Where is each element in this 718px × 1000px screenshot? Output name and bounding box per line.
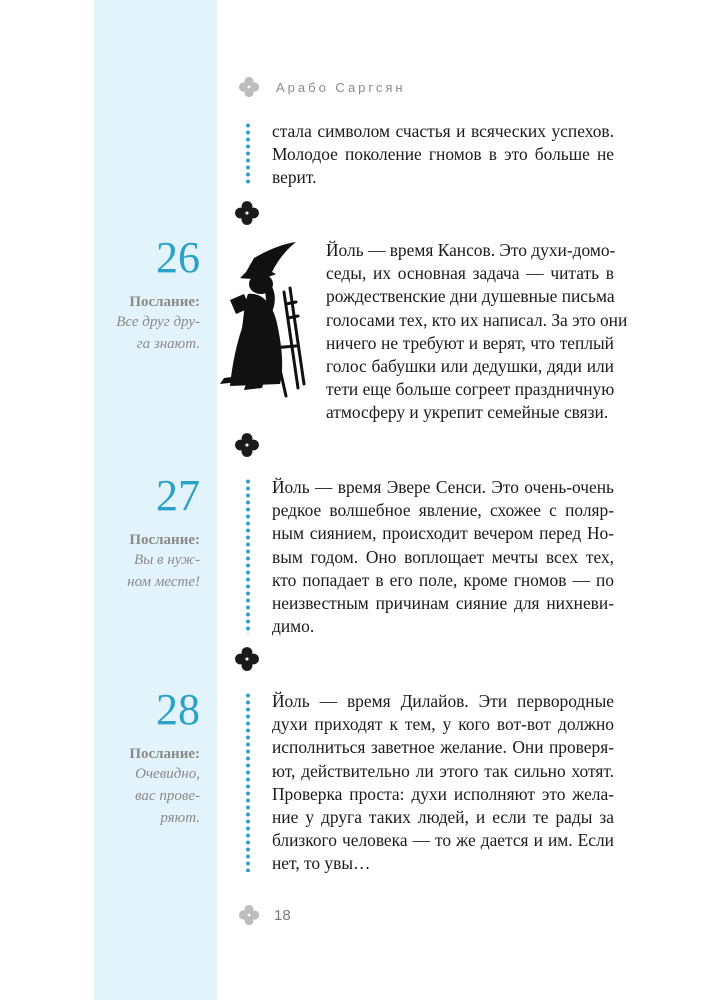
entry-sidebar [100, 685, 200, 829]
message-line: Вы в нуж- [133, 552, 200, 568]
text-line: ничего не требуют и верят, что теплый [326, 332, 614, 353]
text-line: кто попадает в его поле, кроме гномов — по [272, 569, 614, 590]
text-line: ют, действительно ли этого так сильно хотят. [272, 760, 614, 781]
text-line: вым годом. Оно воплощает мечты всех тех, [272, 546, 614, 567]
text-line: Йоль — время Эвере Сенси. Это очень-очень [272, 477, 614, 497]
text-line: редкое волшебное явление, схожее с поляр- [272, 500, 614, 521]
text-line: голос бабушки или дедушки, дяди или [326, 356, 614, 377]
text-line: Проверка проста: духи исполняют это жела- [272, 783, 614, 804]
text-line: неизвестным причинам сияние для нихневи- [272, 593, 614, 614]
text-line: близкого человека — то же дается и им. Если [272, 830, 614, 851]
entry-paragraph [326, 239, 628, 425]
entry-number: 28 [156, 685, 200, 734]
intro-paragraph [272, 120, 614, 190]
text-line: ние у друга таких людей, и если те рады за [272, 807, 614, 828]
message-label: Послание: [129, 746, 200, 762]
message-line: вас прове- [135, 788, 200, 804]
message-label: Послание: [129, 532, 200, 548]
page-footer [238, 900, 291, 930]
entry-paragraph [272, 690, 614, 876]
text-line: Молодое поколение гномов в это больше не [272, 144, 614, 165]
clover-separator-icon [234, 200, 260, 226]
dotted-rule [245, 692, 251, 872]
witch-reading-silhouette-icon [206, 238, 310, 400]
entry-number: 26 [156, 233, 200, 282]
entry-number: 27 [156, 471, 200, 520]
entry-sidebar [100, 233, 200, 355]
text-line: верит. [272, 167, 317, 188]
text-line: духи приходят к тем, у кого вот-вот должно [272, 714, 614, 735]
clover-separator-icon [234, 432, 260, 458]
entry-sidebar [100, 471, 200, 593]
text-line: атмосферу и укрепит семейные связи. [326, 402, 609, 423]
message-line: Очевидно, [135, 766, 200, 782]
text-line: Йоль — время Дилайов. Эти первородные [272, 691, 614, 711]
clover-icon [238, 904, 260, 926]
page-number: 18 [274, 906, 291, 924]
dotted-rule [245, 122, 251, 184]
text-line: голосами тех, кто их написал. За это они [326, 309, 628, 330]
message-text [100, 311, 200, 355]
message-text [100, 549, 200, 593]
entry-paragraph [272, 476, 614, 638]
text-line: стала символом счастья и всяческих успехов. [272, 121, 614, 141]
dotted-rule [245, 478, 251, 634]
message-line: Все друг дру- [116, 314, 200, 330]
text-line: седы, их основная задача — читать в [326, 263, 614, 284]
text-line: нет, то увы… [272, 853, 371, 874]
text-line: тети еще больше согреет праздничную [326, 379, 615, 400]
text-line: ным сиянием, происходит вечером перед Но- [272, 523, 614, 544]
message-line: га знают. [136, 336, 200, 352]
running-header [238, 72, 406, 102]
message-line: ряют. [160, 810, 200, 826]
message-line: ном месте! [127, 574, 200, 590]
author-name: Арабо Саргсян [276, 79, 406, 95]
text-line: рождественские дни душевные письма [326, 286, 615, 307]
text-line: димо. [272, 616, 315, 637]
text-line: исполниться заветное желание. Они проверя- [272, 737, 614, 758]
clover-icon [238, 76, 260, 98]
message-text [100, 763, 200, 829]
text-line: Йоль — время Кансов. Это духи-домо- [326, 240, 616, 260]
clover-separator-icon [234, 646, 260, 672]
message-label: Послание: [129, 294, 200, 310]
